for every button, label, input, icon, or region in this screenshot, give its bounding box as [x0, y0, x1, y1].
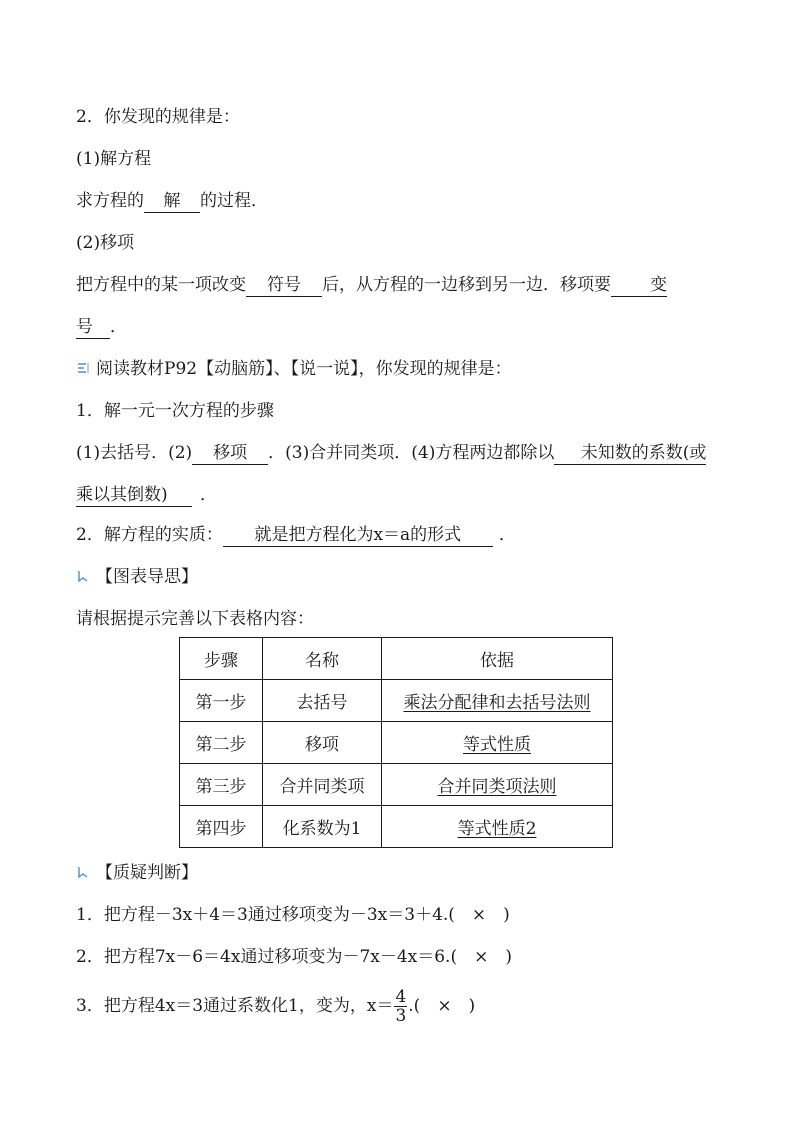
bookmark-icon [76, 566, 90, 580]
p2-blank2a: 变 [611, 274, 667, 297]
table-cell-answer [382, 806, 613, 848]
table-cell: 第二步 [180, 722, 263, 764]
guide-title: 【图表导思】 [96, 567, 198, 587]
table-cell-answer [382, 764, 613, 806]
answer-text: 合并同类项法则 [437, 777, 557, 797]
s3-intro [76, 357, 512, 381]
table-row [180, 680, 613, 722]
p1-post: 的过程． [200, 191, 268, 211]
h2-end: ． [498, 525, 516, 545]
table-cell: 移项 [263, 722, 382, 764]
q3-pre: 3．把方程4x＝3通过系数化1，变为，x＝ [76, 996, 394, 1016]
p2-mid: 后，从方程的一边移到另一边．移项要 [322, 275, 611, 295]
table-cell: 第一步 [180, 680, 263, 722]
table-header-row [180, 638, 613, 680]
p1-blank: 解 [144, 190, 200, 213]
p1-title: (1)解方程 [76, 149, 152, 169]
table-header-cell: 名称 [263, 638, 382, 680]
s3-h2 [76, 523, 516, 547]
p2-blank2b: 号 [76, 316, 110, 339]
guide-title-line [76, 565, 198, 589]
h2-blank: 就是把方程化为x＝a的形式 [223, 524, 493, 547]
answer-text: 等式性质2 [457, 819, 537, 839]
table-row [180, 806, 613, 848]
guide-instruction: 请根据提示完善以下表格内容： [76, 609, 314, 629]
table-cell: 合并同类项 [263, 764, 382, 806]
steps-pre: (1)去括号．(2) [76, 443, 193, 463]
steps-blank2a: 未知数的系数(或 [554, 442, 706, 465]
p1-sentence [76, 189, 268, 213]
steps-blank2b: 乘以其倒数) [76, 484, 192, 507]
fraction-denominator: 3 [395, 1006, 407, 1026]
answer-text: 乘法分配律和去括号法则 [403, 693, 591, 713]
p2-pre: 把方程中的某一项改变 [76, 275, 246, 295]
answer-text: 等式性质 [463, 735, 531, 755]
p2-sentence-cont [76, 315, 127, 339]
s3-steps-cont [76, 483, 217, 507]
square-bracket-icon [76, 358, 90, 372]
table-cell: 去括号 [263, 680, 382, 722]
table-cell-answer [382, 722, 613, 764]
s3-steps [76, 441, 706, 465]
steps-blank1: 移项 [192, 442, 268, 465]
table-row [180, 764, 613, 806]
fraction-numerator: 4 [395, 987, 407, 1007]
steps-mid: ．(3)合并同类项．(4)方程两边都除以 [268, 443, 555, 463]
table-cell-answer [382, 680, 613, 722]
s2-heading: 2．你发现的规律是： [76, 107, 240, 127]
p1-pre: 求方程的 [76, 191, 144, 211]
steps-table [179, 637, 613, 848]
p2-blank1: 符号 [246, 274, 322, 297]
table-cell: 化系数为1 [263, 806, 382, 848]
p2-title: (2)移项 [76, 233, 135, 253]
bookmark-icon [76, 862, 90, 876]
table-header-cell: 步骤 [180, 638, 263, 680]
p2-end: ． [110, 317, 127, 337]
judge-title: 【质疑判断】 [96, 863, 198, 883]
table-row [180, 722, 613, 764]
judge-q3 [76, 984, 475, 1028]
judge-q1: 1．把方程－3x＋4＝3通过移项变为－3x＝3＋4.( × ) [76, 905, 510, 925]
steps-end: ． [200, 485, 217, 505]
s3-intro-text: 阅读教材P92【动脑筋】、【说一说】，你发现的规律是： [96, 359, 512, 379]
judge-title-line [76, 861, 198, 885]
q3-post: .( × ) [408, 996, 476, 1016]
table-cell: 第三步 [180, 764, 263, 806]
fraction [394, 988, 407, 1025]
s3-h1: 1．解一元一次方程的步骤 [76, 401, 274, 421]
judge-q2: 2．把方程7x－6＝4x通过移项变为－7x－4x＝6.( × ) [76, 947, 512, 967]
p2-sentence [76, 273, 667, 297]
table-cell: 第四步 [180, 806, 263, 848]
h2-pre: 2．解方程的实质： [76, 525, 223, 545]
table-header-cell: 依据 [382, 638, 613, 680]
